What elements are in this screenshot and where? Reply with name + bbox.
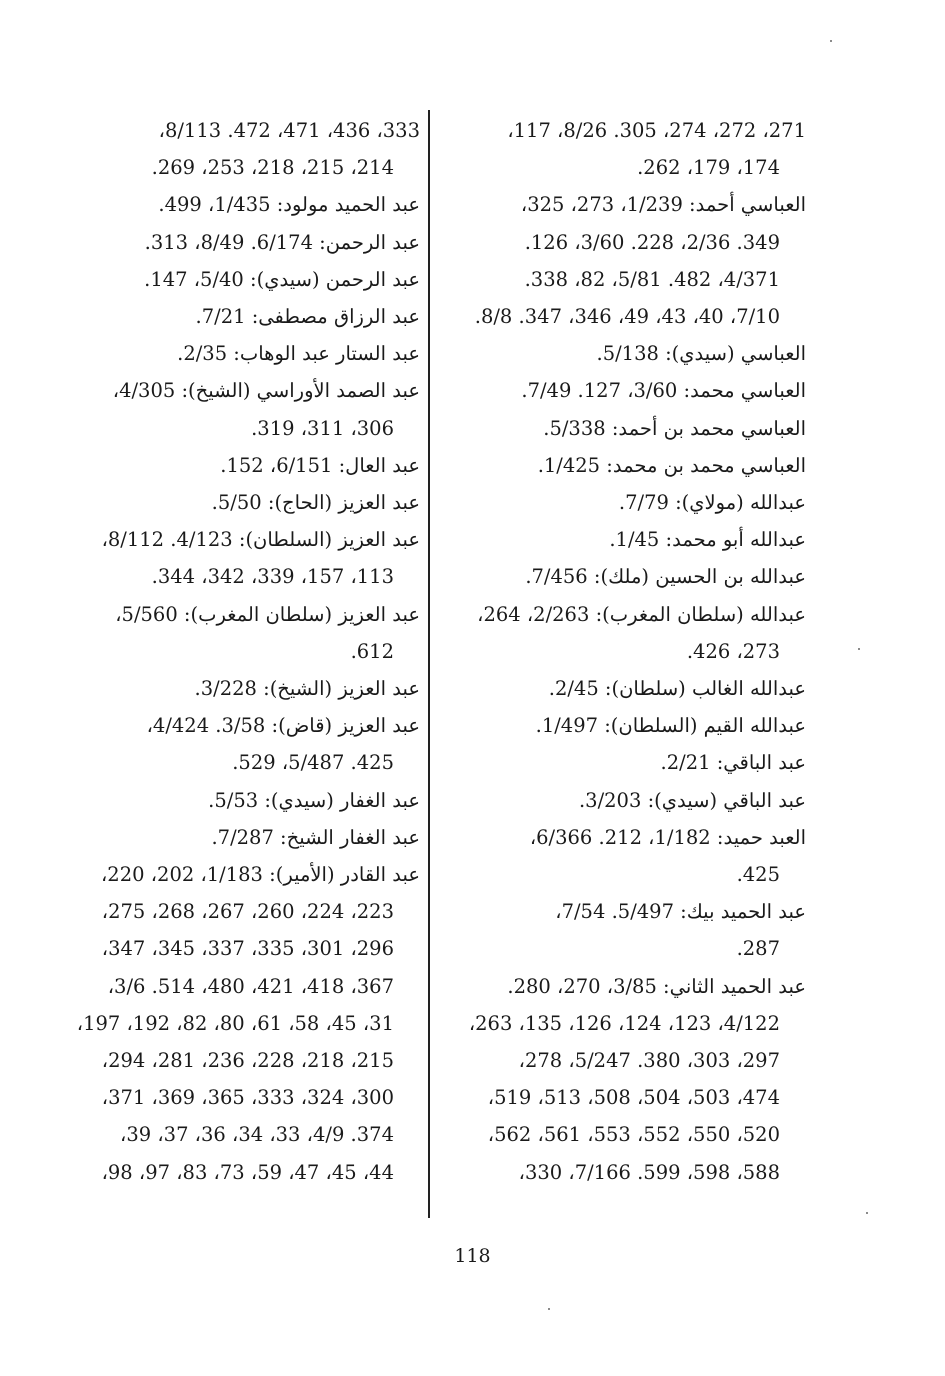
index-entry-continuation: 4/371، 482. 5/81، 82، 338. xyxy=(524,267,780,291)
index-entry-line: عبدالله القيم (السلطان): 1/497. xyxy=(535,714,806,738)
index-entry-line: العباسي محمد بن محمد: 1/425. xyxy=(537,453,806,477)
index-entry-continuation: 296، 301، 335، 337، 345، 347، xyxy=(101,937,394,961)
column-divider xyxy=(428,110,430,1218)
index-entry xyxy=(438,186,806,335)
index-entry xyxy=(438,819,806,893)
index-entry xyxy=(438,484,806,521)
index-entry-continuation: 306، 311، 319. xyxy=(251,416,394,440)
index-entry-continuation: 588، 598، 599. 7/166، 330، xyxy=(518,1160,780,1184)
index-entry-continuation: 349. 2/36، 228. 3/60، 126. xyxy=(524,230,780,254)
index-entry-line: عبد الصمد الأوراسي (الشيخ): 4/305، xyxy=(112,379,420,403)
index-entry-continuation: 287. xyxy=(736,937,780,961)
index-entry-continuation: 215، 218، 228، 236، 281، 294، xyxy=(101,1049,394,1073)
index-entry xyxy=(438,744,806,781)
index-entry-line: عبدالله أبو محمد: 1/45. xyxy=(609,528,806,552)
index-entry-continuation: 4/122، 123، 124، 126، 135، 263، xyxy=(468,1011,780,1035)
index-entry-continuation: 425. xyxy=(736,863,780,887)
index-entry xyxy=(30,670,420,707)
index-entry-continuation: 374. 4/9، 33، 34، 36، 37، 39، xyxy=(120,1123,394,1147)
index-entry-line: العباسي (سيدي): 5/138. xyxy=(596,342,806,366)
index-entry-line: عبد الحميد الثاني: 3/85، 270، 280. xyxy=(507,974,806,998)
index-entry-line: العبد حميد: 1/182، 212. 6/366، xyxy=(529,825,806,849)
index-entry xyxy=(30,298,420,335)
index-entry-continuation: 7/10، 40، 43، 49، 346، 347. 8/8. xyxy=(474,305,780,329)
index-entry-line: عبد الغفار الشيخ: 7/287. xyxy=(211,825,420,849)
index-entry-line: 333، 436، 471، 472. 8/113، xyxy=(158,119,420,142)
index-entry xyxy=(438,968,806,1191)
index-column-right xyxy=(438,112,806,1191)
index-entry-line: عبد العزيز (قاض): 3/58. 4/424، xyxy=(146,714,420,738)
index-entry-continuation: 174، 179، 262. xyxy=(637,156,780,180)
index-entry xyxy=(438,558,806,595)
index-entry-line: عبد العزيز (الحاج): 5/50. xyxy=(211,491,420,515)
index-entry-continuation: 612. xyxy=(350,639,394,663)
scan-speck xyxy=(548,1308,550,1310)
index-entry-line: عبد القادر (الأمير): 1/183، 202، 220، xyxy=(101,863,420,887)
index-entry xyxy=(30,224,420,261)
index-entry xyxy=(438,707,806,744)
index-entry-continuation: 223، 224، 260، 267، 268، 275، xyxy=(101,900,394,924)
index-entry-line: عبدالله (سلطان المغرب): 2/263، 264، xyxy=(477,602,806,626)
index-entry-line: عبدالله الغالب (سلطان): 2/45. xyxy=(548,677,806,701)
index-entry-line: العباسي محمد بن أحمد: 5/338. xyxy=(543,416,806,440)
index-entry-continuation: 214، 215، 218، 253، 269. xyxy=(151,156,394,180)
index-entry-line: عبد الحميد مولود: 1/435، 499. xyxy=(158,193,420,217)
index-entry xyxy=(30,186,420,223)
index-entry-line: عبد العزيز (السلطان): 4/123. 8/112، xyxy=(101,528,420,552)
scan-speck xyxy=(858,648,860,650)
index-entry xyxy=(438,372,806,409)
index-entry-continuation: 367، 418، 421، 480، 514. 3/6، xyxy=(107,974,394,998)
index-entry xyxy=(30,447,420,484)
scan-speck xyxy=(866,1212,868,1214)
index-entry-line: عبد الستار عبد الوهاب: 2/35. xyxy=(177,342,420,366)
page-number: 118 xyxy=(454,1245,491,1267)
index-entry xyxy=(30,596,420,670)
index-entry-continuation: 44، 45، 47، 59، 73، 83، 97، 98، xyxy=(101,1160,394,1184)
index-column-left xyxy=(30,112,420,1191)
index-entry-line: عبد الرحمن (سيدي): 5/40، 147. xyxy=(144,267,420,291)
index-entry xyxy=(438,112,806,186)
index-entry xyxy=(30,112,420,186)
index-entry xyxy=(438,596,806,670)
index-entry xyxy=(30,856,420,1191)
index-entry-line: عبد الباقي (سيدي): 3/203. xyxy=(578,788,806,812)
index-entry-continuation: 31، 45، 58، 61، 80، 82، 192، 197، xyxy=(76,1011,394,1035)
index-entry-line: عبد الرزاق مصطفى: 7/21. xyxy=(195,305,420,329)
index-entry-line: عبد الحميد بيك: 5/497. 7/54، xyxy=(555,900,806,924)
index-entry-continuation: 113، 157، 339، 342، 344. xyxy=(151,565,394,589)
index-entry-continuation: 273، 426. xyxy=(686,639,780,663)
index-entry-continuation: 297، 303، 380. 5/247، 278، xyxy=(518,1049,780,1073)
index-entry xyxy=(30,372,420,446)
index-entry xyxy=(438,410,806,447)
index-entry-line: عبد العزيز (سلطان المغرب): 5/560، xyxy=(115,602,420,626)
index-entry xyxy=(438,893,806,967)
index-entry xyxy=(438,521,806,558)
index-entry xyxy=(30,819,420,856)
index-entry-line: عبد العزيز (الشيخ): 3/228. xyxy=(194,677,420,701)
index-entry xyxy=(438,447,806,484)
index-entry-continuation: 300، 324، 333، 365، 369، 371، xyxy=(101,1086,394,1110)
index-entry-continuation: 520، 550، 552، 553، 561، 562، xyxy=(487,1123,780,1147)
index-entry-line: عبد العال: 6/151، 152. xyxy=(220,453,420,477)
index-entry-line: عبدالله بن الحسين (ملك): 7/456. xyxy=(525,565,806,589)
index-entry xyxy=(30,484,420,521)
index-entry-line: 271، 272، 274، 305. 8/26، 117، xyxy=(507,119,806,142)
scan-speck xyxy=(830,40,832,42)
index-entry xyxy=(30,782,420,819)
index-entry-line: العباسي أحمد: 1/239، 273، 325، xyxy=(520,193,806,217)
index-entry xyxy=(30,521,420,595)
index-entry-line: العباسي محمد: 3/60، 127. 7/49. xyxy=(521,379,806,403)
index-entry-line: عبد الباقي: 2/21. xyxy=(660,751,806,775)
index-entry xyxy=(438,335,806,372)
index-entry xyxy=(438,670,806,707)
index-entry-continuation: 425. 5/487، 529. xyxy=(232,751,394,775)
index-entry-line: عبد الرحمن: 6/174. 8/49، 313. xyxy=(144,230,420,254)
index-entry xyxy=(30,261,420,298)
index-entry xyxy=(30,335,420,372)
index-entry xyxy=(30,707,420,781)
index-entry-continuation: 474، 503، 504، 508، 513، 519، xyxy=(487,1086,780,1110)
index-entry-line: عبدالله (مولاي): 7/79. xyxy=(618,491,806,515)
index-entry-line: عبد الغفار (سيدي): 5/53. xyxy=(208,788,420,812)
index-entry xyxy=(438,782,806,819)
